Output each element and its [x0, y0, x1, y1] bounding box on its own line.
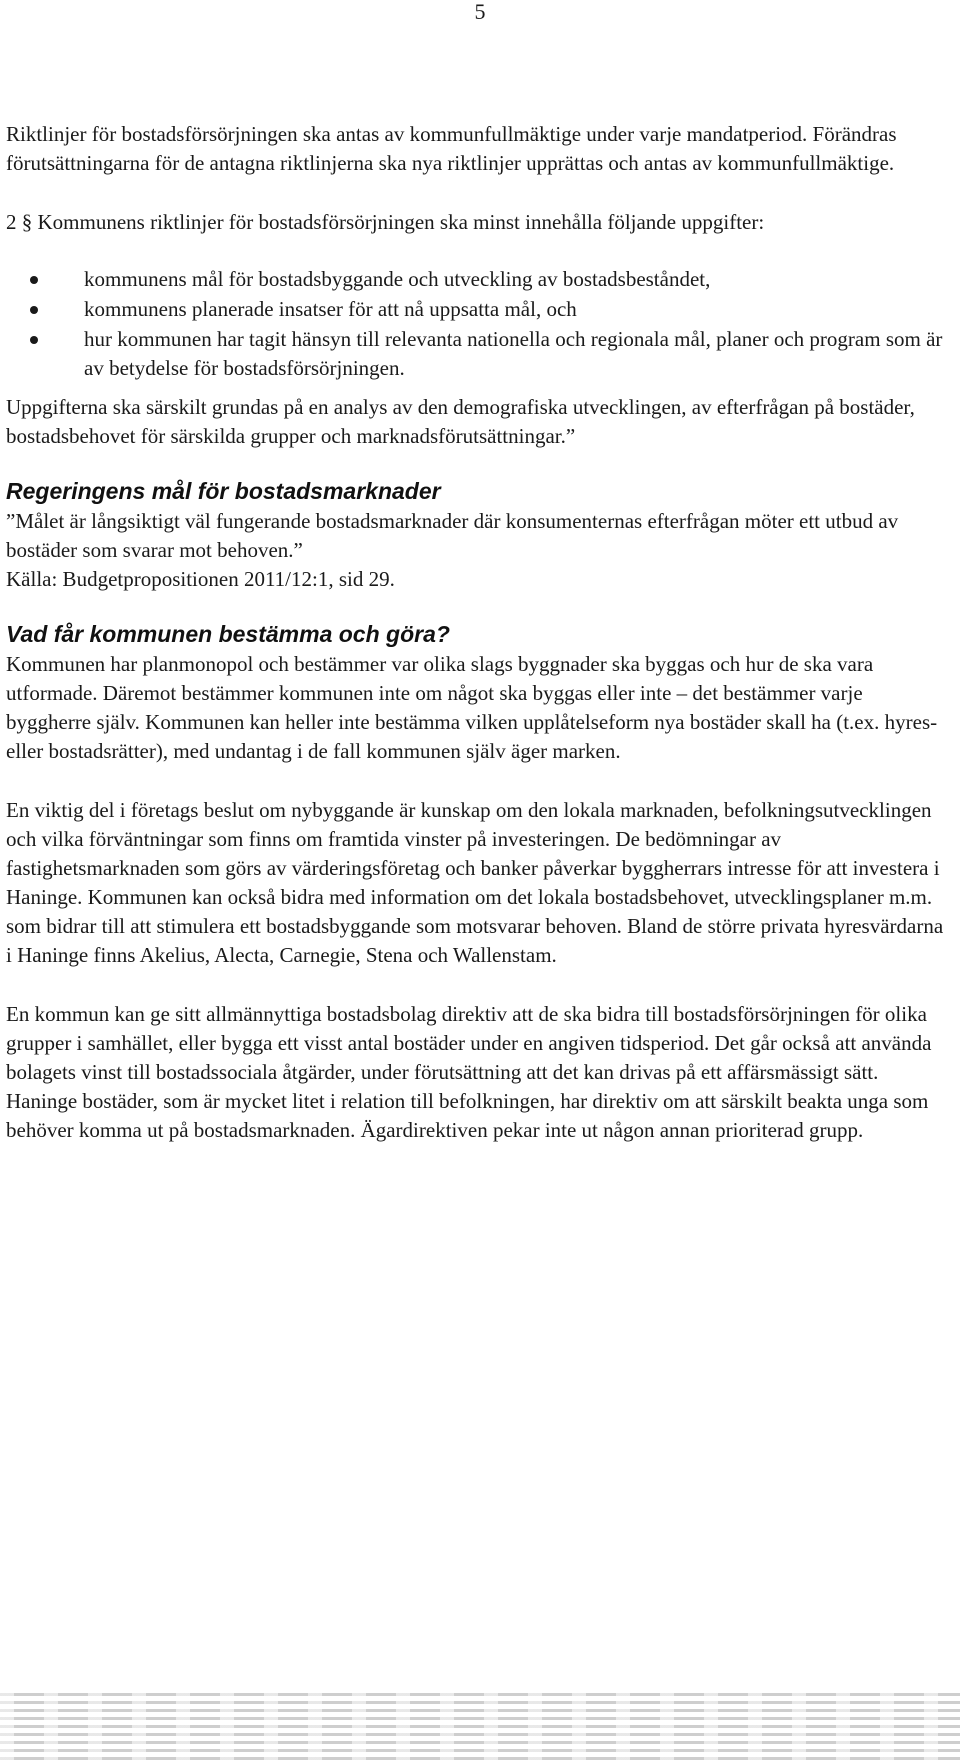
source-citation: Källa: Budgetpropositionen 2011/12:1, sid 29. — [6, 567, 395, 591]
document-body — [6, 120, 950, 1145]
paragraph-section-2: 2 § Kommunens riktlinjer för bostadsförsörjningen ska minst innehålla följande uppgifter: — [6, 210, 765, 234]
paragraph-foretags-beslut: En viktig del i företags beslut om nybyggande är kunskap om den lokala marknaden, befolkningsutvecklingen och vilka förväntningar som finns om framtida vinster på investeringen. De bedömningar av fastighetsmarknaden som görs av värderingsföretag och banker påverkar byggherrars intresse för att investera i Haninge. Kommunen kan också bidra med information om det lokala bostadsbehovet, utvecklingsplaner m.m. som bidrar till att stimulera ett bostadsbyggande som motsvarar behoven. Bland de större privata hyresvärdarna i Haninge finns Akelius, Alecta, Carnegie, Stena och Wallenstam. — [6, 798, 944, 967]
list-item-text: kommunens mål för bostadsbyggande och utveckling av bostadsbeståndet, — [84, 267, 711, 291]
heading-vad-far-kommunen: Vad får kommunen bestämma och göra? — [6, 621, 450, 647]
bullet-icon — [30, 306, 38, 314]
quote-malet: ”Målet är långsiktigt väl fungerande bostadsmarknader där konsumenternas efterfrågan möter ett utbud av bostäder som svarar mot behoven.” — [6, 509, 899, 562]
paragraph-allmannyttiga: En kommun kan ge sitt allmännyttiga bostadsbolag direktiv att de ska bidra till bostadsförsörjningen för olika grupper i samhället, eller bygga ett visst antal bostäder under en angiven tidsperiod. Det går också att använda bolagets vinst till bostadssociala åtgärder, under förutsättning att det kan drivas på ett affärsmässigt sätt. Haninge bostäder, som är mycket litet i relation till befolkningen, har direktiv om att särskilt beakta unga som behöver komma ut på bostadsmarknaden. Ägardirektiven pekar inte ut någon annan prioriterad grupp. — [6, 1002, 932, 1142]
bullet-icon — [30, 276, 38, 284]
list-item-text: kommunens planerade insatser för att nå uppsatta mål, och — [84, 297, 577, 321]
list-item — [6, 265, 950, 294]
footer-wave-band — [0, 1692, 960, 1760]
heading-regeringens-mal: Regeringens mål för bostadsmarknader — [6, 478, 441, 504]
requirements-list — [6, 265, 950, 383]
list-item — [6, 295, 950, 324]
page-number: 5 — [474, 0, 486, 24]
bullet-icon — [30, 336, 38, 344]
list-item — [6, 325, 950, 383]
paragraph-uppgifterna: Uppgifterna ska särskilt grundas på en analys av den demografiska utvecklingen, av efterfrågan på bostäder, bostadsbehovet för särskilda grupper och marknadsförutsättningar.” — [6, 395, 915, 448]
paragraph-planmonopol: Kommunen har planmonopol och bestämmer var olika slags byggnader ska byggas och hur de ska vara utformade. Däremot bestämmer kommunen inte om något ska byggas eller inte – det bestämmer varje byggherre själv. Kommunen kan heller inte bestämma vilken upplåtelseform nya bostäder skall ha (t.ex. hyres- eller bostadsrätter), med undantag i de fall kommunen själv äger marken. — [6, 652, 938, 763]
paragraph-riktlinjer: Riktlinjer för bostadsförsörjningen ska antas av kommunfullmäktige under varje mandatperiod. Förändras förutsättningarna för de antagna riktlinjerna ska nya riktlinjer upprättas och antas av kommunfullmäktige. — [6, 122, 897, 175]
list-item-text: hur kommunen har tagit hänsyn till relevanta nationella och regionala mål, planer och program som är av betydelse för bostadsförsörjningen. — [84, 327, 943, 380]
